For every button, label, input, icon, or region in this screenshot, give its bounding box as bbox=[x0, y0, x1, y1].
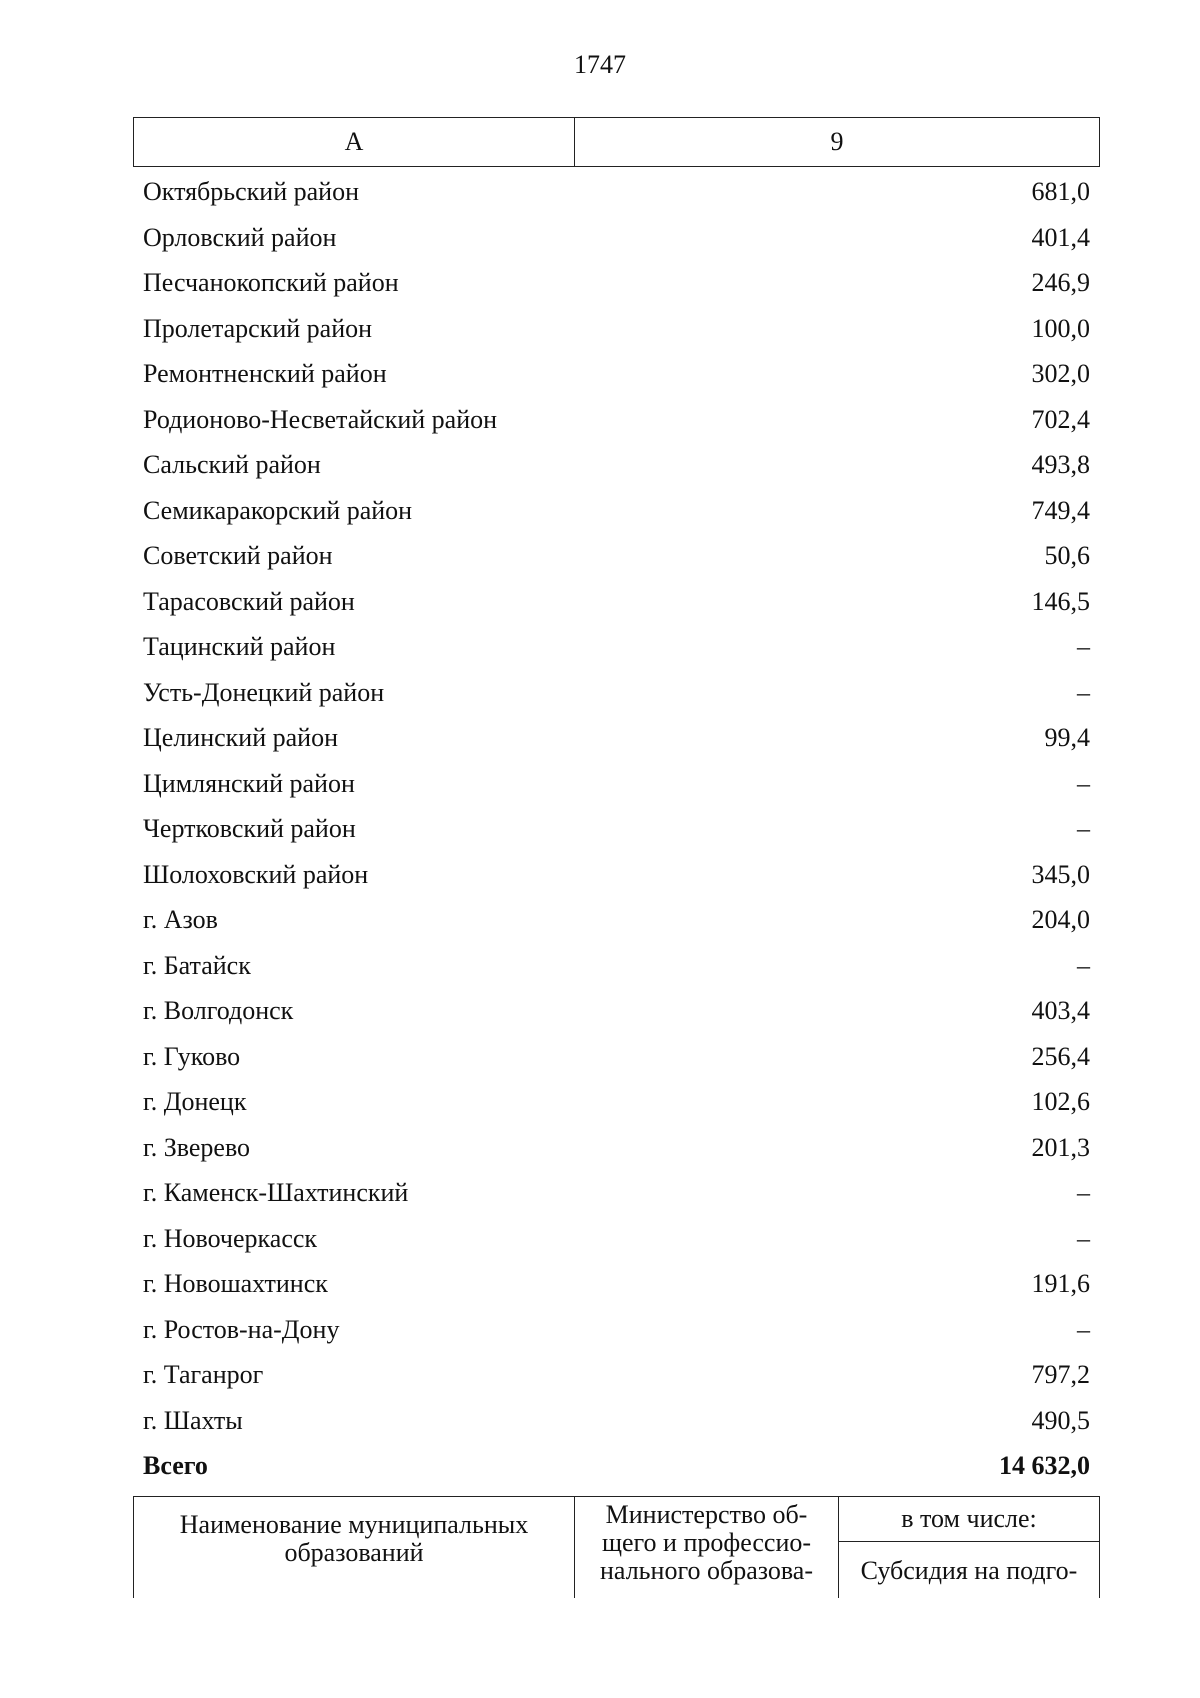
municipality-value: – bbox=[1077, 768, 1090, 798]
municipality-value: 401,4 bbox=[1031, 222, 1090, 252]
municipality-name: г. Таганрог bbox=[143, 1360, 264, 1390]
municipality-name: г. Донецк bbox=[143, 1087, 247, 1117]
table-row bbox=[143, 1034, 1090, 1080]
including-header bbox=[839, 1497, 1099, 1598]
municipality-value: – bbox=[1077, 1223, 1090, 1253]
ministry-header bbox=[575, 1497, 839, 1598]
table-row bbox=[143, 1216, 1090, 1262]
header-text-line: Министерство об- bbox=[605, 1500, 808, 1529]
municipality-name: Ремонтненский район bbox=[143, 359, 387, 389]
municipality-name: г. Новочеркасск bbox=[143, 1223, 318, 1253]
municipality-name: г. Новошахтинск bbox=[143, 1269, 328, 1299]
municipality-name: Советский район bbox=[143, 541, 333, 571]
total-label: Всего bbox=[143, 1451, 208, 1481]
table-row bbox=[143, 943, 1090, 989]
table-row bbox=[143, 624, 1090, 670]
table-row bbox=[143, 806, 1090, 852]
municipality-name: г. Зверево bbox=[143, 1132, 251, 1162]
header-text-line: образований bbox=[284, 1537, 424, 1567]
table-row bbox=[143, 1352, 1090, 1398]
municipality-name: Целинский район bbox=[143, 723, 338, 753]
total-row bbox=[143, 1443, 1090, 1489]
column-header-a: А bbox=[134, 118, 575, 166]
table-row bbox=[143, 1079, 1090, 1125]
table-row bbox=[143, 306, 1090, 352]
page-number: 1747 bbox=[574, 50, 626, 79]
municipality-value: 50,6 bbox=[1044, 541, 1090, 571]
municipality-value: 403,4 bbox=[1031, 996, 1090, 1026]
municipality-name: Чертковский район bbox=[143, 814, 356, 844]
municipality-value: 201,3 bbox=[1031, 1132, 1090, 1162]
municipality-name: Сальский район bbox=[143, 450, 321, 480]
table-row bbox=[143, 351, 1090, 397]
municipality-name-header bbox=[134, 1497, 575, 1598]
table-row bbox=[143, 579, 1090, 625]
table-row bbox=[143, 852, 1090, 898]
municipality-value: 100,0 bbox=[1031, 313, 1090, 343]
table-row bbox=[143, 442, 1090, 488]
municipality-name: Песчанокопский район bbox=[143, 268, 399, 298]
municipality-name: Октябрьский район bbox=[143, 177, 359, 207]
municipality-value: – bbox=[1077, 1314, 1090, 1344]
municipality-name: г. Ростов-на-Дону bbox=[143, 1314, 340, 1344]
municipality-value: 102,6 bbox=[1031, 1087, 1090, 1117]
municipality-name: Семикаракорский район bbox=[143, 495, 413, 525]
next-table-header bbox=[133, 1496, 1100, 1598]
municipality-name: г. Шахты bbox=[143, 1405, 243, 1435]
municipality-value: – bbox=[1077, 950, 1090, 980]
table-row bbox=[143, 397, 1090, 443]
table-row bbox=[143, 533, 1090, 579]
municipality-name: Цимлянский район bbox=[143, 768, 355, 798]
municipality-value: 490,5 bbox=[1031, 1405, 1090, 1435]
municipality-name: Тацинский район bbox=[143, 632, 336, 662]
table-row bbox=[143, 897, 1090, 943]
header-text-line: нального образова- bbox=[600, 1556, 813, 1585]
municipality-name: г. Каменск-Шахтинский bbox=[143, 1178, 409, 1208]
table-row bbox=[143, 670, 1090, 716]
municipality-value: 345,0 bbox=[1031, 859, 1090, 889]
table-row bbox=[143, 988, 1090, 1034]
total-value: 14 632,0 bbox=[999, 1451, 1090, 1481]
table-row bbox=[143, 1261, 1090, 1307]
municipality-value: – bbox=[1077, 814, 1090, 844]
table-row bbox=[143, 1170, 1090, 1216]
header-text-line: щего и профессио- bbox=[601, 1528, 812, 1557]
municipality-value: 246,9 bbox=[1031, 268, 1090, 298]
municipality-value: 302,0 bbox=[1031, 359, 1090, 389]
municipality-name: Тарасовский район bbox=[143, 586, 355, 616]
municipality-name: Родионово-Несветайский район bbox=[143, 404, 498, 434]
municipality-value: 256,4 bbox=[1031, 1041, 1090, 1071]
municipality-name: Шолоховский район bbox=[143, 859, 369, 889]
municipality-value: – bbox=[1077, 1178, 1090, 1208]
municipality-name: г. Волгодонск bbox=[143, 996, 294, 1026]
subsidy-header: Субсидия на подго- bbox=[860, 1556, 1078, 1585]
municipality-value: 493,8 bbox=[1031, 450, 1090, 480]
table-row bbox=[143, 715, 1090, 761]
table-row bbox=[143, 169, 1090, 215]
municipality-value: 797,2 bbox=[1031, 1360, 1090, 1390]
municipality-value: 702,4 bbox=[1031, 404, 1090, 434]
municipality-value: 749,4 bbox=[1031, 495, 1090, 525]
municipality-value: 204,0 bbox=[1031, 905, 1090, 935]
municipality-value: – bbox=[1077, 677, 1090, 707]
table-row bbox=[143, 761, 1090, 807]
header-text-line: Наименование муниципальных bbox=[179, 1509, 529, 1539]
municipality-name: г. Гуково bbox=[143, 1041, 241, 1071]
table-column-header bbox=[133, 117, 1100, 167]
municipality-name: Пролетарский район bbox=[143, 313, 373, 343]
table-body bbox=[143, 169, 1090, 1489]
municipality-name: Усть-Донецкий район bbox=[143, 677, 385, 707]
table-row bbox=[143, 1125, 1090, 1171]
municipality-name: Орловский район bbox=[143, 222, 337, 252]
table-row bbox=[143, 1398, 1090, 1444]
column-header-9: 9 bbox=[830, 127, 844, 156]
table-row bbox=[143, 215, 1090, 261]
municipality-value: 146,5 bbox=[1031, 586, 1090, 616]
municipality-value: 191,6 bbox=[1031, 1269, 1090, 1299]
municipality-name: г. Батайск bbox=[143, 950, 251, 980]
table-row bbox=[143, 1307, 1090, 1353]
municipality-value: – bbox=[1077, 632, 1090, 662]
municipality-value: 99,4 bbox=[1044, 723, 1090, 753]
table-row bbox=[143, 488, 1090, 534]
municipality-name: г. Азов bbox=[143, 905, 218, 935]
including-label: в том числе: bbox=[839, 1497, 1099, 1542]
table-row bbox=[143, 260, 1090, 306]
municipality-value: 681,0 bbox=[1031, 177, 1090, 207]
